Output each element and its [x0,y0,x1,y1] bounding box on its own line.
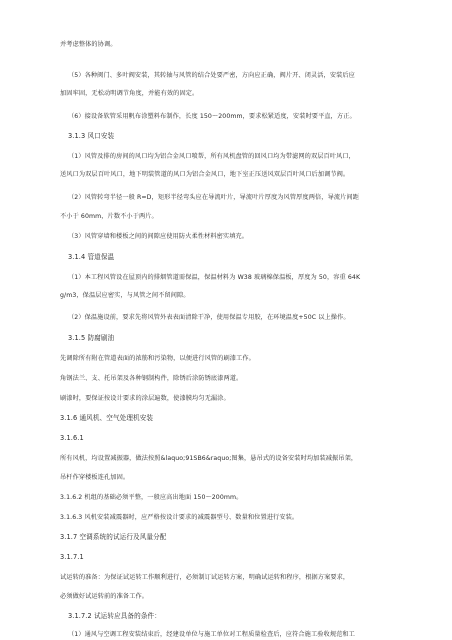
section-heading: 3.1.7.1 [60,553,84,562]
paragraph-line: （2）风管转弯半径一般 R=D，矩形半径弯头应在导流叶片，导流叶片厚度为风管厚度两倍，导流片间距 [68,194,360,202]
section-heading: 3.1.7 空调系统的试运行及风量分配 [60,533,167,542]
paragraph-line: 并考虑整体的协调。 [60,41,117,48]
paragraph-line: （5）各种阀门、多叶阀安装，其转轴与风管的结合处要严密，方向应正确，阀片开、闭灵活，安装后应 [68,71,355,79]
paragraph-line: 吊杆作穿楼板连孔加固。 [60,473,130,481]
section-heading: 3.1.7.2 试运转应具备的条件： [68,611,161,620]
section-heading: 3.1.6.1 [60,434,84,443]
paragraph-line: 3.1.6.3 风机安装减震器时，应严格按设计要求的减震器型号、数量和位置进行安装。 [60,513,299,521]
section-heading: 3.1.4 管道保温 [68,252,115,261]
paragraph-line: 加固牢固，无松动明调节角度，并能有效的固定。 [60,89,199,97]
paragraph-line: 3.1.6.2 机组的基础必须平整，一般应高出地面 150～200mm。 [60,493,243,501]
section-heading: 3.1.5 防腐刷油 [68,333,115,342]
paragraph-line: 不小于 60mm，片数不小于两片。 [60,212,158,220]
paragraph-line: g/m3，保温层应密实，与风管之间不留间隙。 [60,292,190,300]
paragraph-line: （3）风管穿墙和楼板之间的间隙应使用防火柔性材料密实填充。 [68,232,249,240]
paragraph-line: （1）通风与空调工程安装结束后，经建设单位与施工单位对工程质量检查后，应符合施工验收规范和工 [68,631,355,638]
section-heading: 3.1.3 风口安装 [68,132,115,141]
section-heading: 3.1.6 通风机、空气处理机安装 [60,414,154,423]
paragraph-line: 所有风机，均设置减振器，做法按照&laquo;91SB6&raquo;图集，悬吊式的设备安装时均加装减振吊架， [60,455,358,463]
paragraph-line: （1）风管及排的房间的风口均为铝合金风口喷帮，所有风机盘管的回风口均为带滤网的双层百叶风口， [68,153,355,161]
paragraph-line: 先调除所有附在管道表面的浓筋和污染物，以便进行风管的刷漆工作。 [60,354,255,362]
paragraph-line: （1）本工程风管设在屋顶内的排烟管道需保温，保温材料为 W38 玻璃棉保温板，厚度为 50，容重 64K [68,274,361,282]
paragraph-line: 刷漆时，要保证按设计要求的涂层遍数，使漆膜均匀无漏涂。 [60,395,230,402]
paragraph-line: （2）保温施设前，要求先将风管外表表面清除干净，使用保温专用胶，在环境温度+50C 以上操作。 [68,314,350,322]
paragraph-line: （6）接设备软管采用帆布涂塑料布制作，长度 150～200mm，要求松紧适度，安装时要平直，方正。 [68,112,356,120]
paragraph-line: 送风口为双层百叶风口，地下明装管道的风口为铝合金风口，地下室正压送风双层百叶风口后加调节阀。 [60,171,350,179]
paragraph-line: 角钢法兰、支、托吊架及各种钢制构件，除锈后涂防锈底漆两道。 [60,374,243,382]
paragraph-line: 必须做好试运转前的准备工作。 [60,592,149,600]
paragraph-line: 试运转的准备：为保证试运转工作顺利进行，必须制订试运转方案，明确试运转和程序，根据方案要求， [60,574,350,582]
